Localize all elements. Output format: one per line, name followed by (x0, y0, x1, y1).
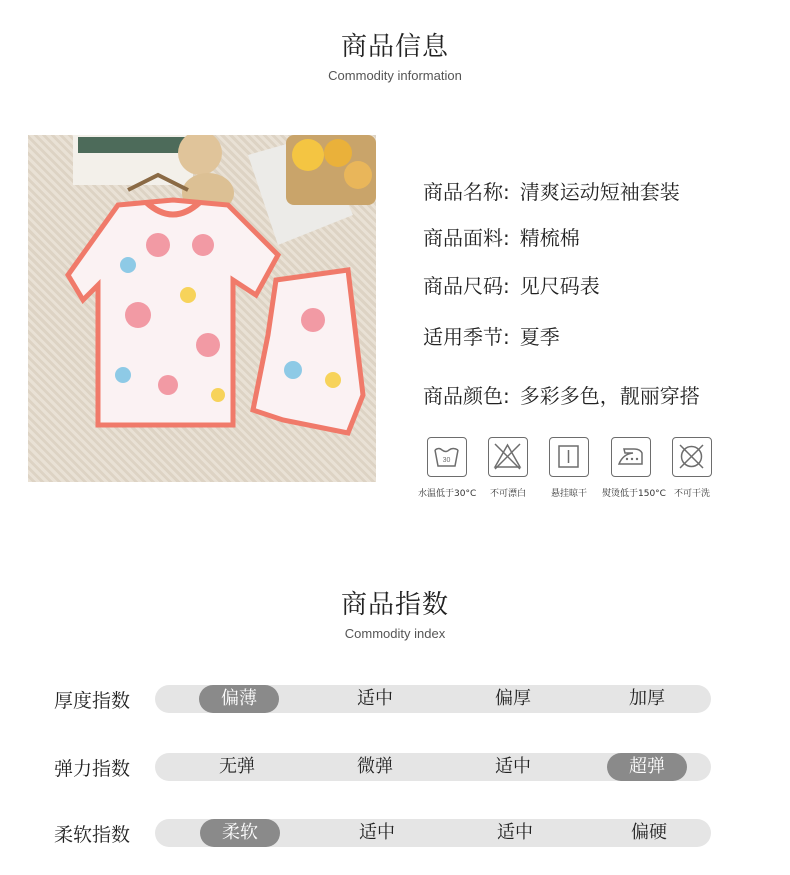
wash-30-icon (427, 437, 467, 477)
no-bleach-icon (488, 437, 528, 477)
info-label: 商品颜色: (423, 384, 510, 408)
index-option: 柔软 (200, 819, 280, 847)
index-option: 偏厚 (495, 688, 531, 709)
care-item-dryclean (663, 437, 721, 499)
care-caption: 水温低于30°C (418, 489, 477, 499)
index-option: 适中 (495, 756, 531, 777)
index-option: 适中 (497, 822, 533, 843)
iron-low-icon (611, 437, 651, 477)
info-value: 见尺码表 (519, 274, 600, 298)
care-item-hang (540, 437, 598, 499)
hang-dry-icon (549, 437, 589, 477)
section-title-info: 商品信息 (340, 32, 449, 62)
index-label-elasticity: 弹力指数 (54, 758, 131, 780)
info-row-season (423, 321, 560, 350)
product-photo (28, 135, 376, 482)
section-subtitle-info: Commodity information (328, 68, 462, 83)
info-row-size (423, 270, 600, 299)
care-item-bleach (479, 437, 537, 499)
care-caption: 不可干洗 (673, 489, 710, 499)
index-option: 无弹 (219, 756, 255, 777)
index-track-thickness (155, 685, 711, 713)
info-row-color (423, 380, 700, 409)
info-value: 精梳棉 (519, 226, 580, 250)
index-option: 偏硬 (631, 822, 667, 843)
care-caption: 悬挂晾干 (550, 489, 587, 499)
index-option: 超弹 (607, 753, 687, 781)
info-label: 适用季节: (423, 325, 510, 349)
info-value: 清爽运动短袖套装 (519, 180, 680, 204)
index-option: 加厚 (629, 688, 665, 709)
info-row-name (423, 176, 680, 205)
info-value: 夏季 (519, 325, 560, 349)
care-item-iron (602, 437, 666, 499)
care-caption: 不可漂白 (489, 489, 526, 499)
info-label: 商品尺码: (423, 274, 510, 298)
index-option: 适中 (359, 822, 395, 843)
care-item-wash (418, 437, 476, 499)
info-value: 多彩多色，靓丽穿搭 (519, 384, 700, 408)
info-row-fabric (423, 222, 580, 251)
info-label: 商品名称: (423, 180, 510, 204)
index-label-thickness: 厚度指数 (54, 690, 131, 712)
no-dry-clean-icon (672, 437, 712, 477)
section-title-index: 商品指数 (340, 590, 449, 620)
index-option: 偏薄 (199, 685, 279, 713)
care-caption: 熨烫低于150°C (602, 489, 666, 499)
info-label: 商品面料: (423, 226, 510, 250)
index-label-softness: 柔软指数 (54, 824, 131, 846)
svg-text:30: 30 (442, 457, 451, 464)
index-option: 适中 (357, 688, 393, 709)
index-track-softness (155, 819, 711, 847)
section-subtitle-index: Commodity index (344, 626, 446, 641)
index-track-elasticity (155, 753, 711, 781)
index-option: 微弹 (357, 756, 393, 777)
